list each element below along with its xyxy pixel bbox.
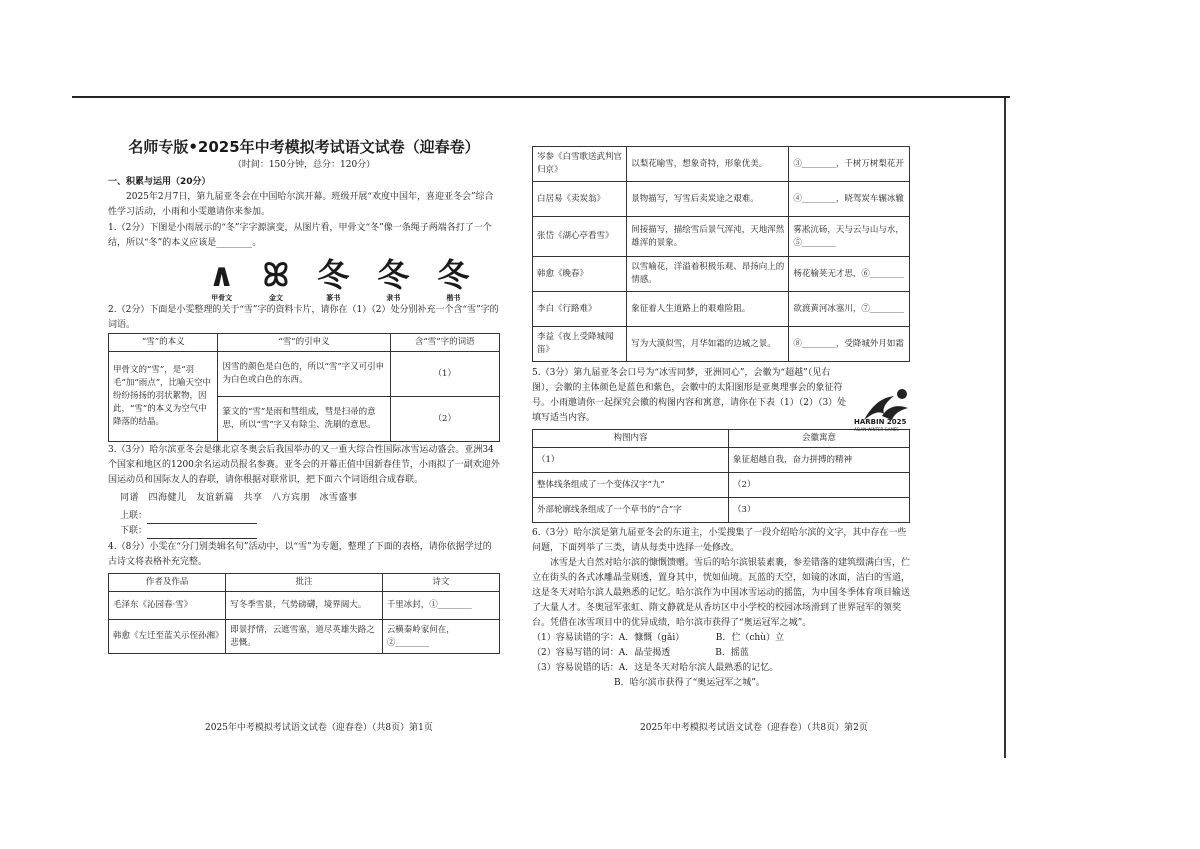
emblem-title: HARBIN 2025 <box>854 418 907 426</box>
answer-cell[interactable]: 千里冰封，①________ <box>382 592 499 620</box>
char-label: 楷书 <box>446 293 461 302</box>
emblem-subtitle: ASIAN WINTER GAMES <box>854 427 899 432</box>
char-zhuanshu <box>317 257 349 302</box>
upper-couplet-blank[interactable] <box>147 513 257 524</box>
answer-cell[interactable]: ③________，千树万树梨花开 <box>789 147 910 182</box>
char-glyph: 冬 <box>437 256 470 294</box>
table-cell: 象征超越自我，奋力拼搏的精神 <box>729 448 910 473</box>
answer-cell[interactable]: ④________，晓驾炭车辗冰辙 <box>789 182 910 217</box>
poem-table-part1 <box>108 573 500 654</box>
answer-cell[interactable]: （1） <box>533 448 729 473</box>
answer-cell[interactable]: 雾凇沆砀，天与云与山与水，⑤________ <box>789 217 910 257</box>
answer-cell[interactable]: 欲渡黄河冰塞川，⑦________ <box>789 292 910 327</box>
upper-couplet-label: 上联： <box>120 511 148 521</box>
page-1 <box>108 140 500 654</box>
char-lishu <box>377 257 409 302</box>
top-border-line <box>72 96 1010 98</box>
answer-blank-1[interactable]: （1） <box>390 352 500 397</box>
table-header: 构图内容 <box>533 430 729 448</box>
table-cell: 象征着人生道路上的艰难险阻。 <box>627 292 789 327</box>
answer-cell[interactable]: 杨花榆荚无才思，⑥________ <box>789 257 910 292</box>
table-header: 诗文 <box>382 574 499 592</box>
question-3: 3.（3分）哈尔滨亚冬会是继北京冬奥会后我国举办的又一重大综合性国际冰雪运动盛会。亚洲34个国家和地区的1200余名运动员报名参赛。亚冬会的开幕正值中国新春佳节，小雨拟了一副欢迎外国运动员和国际友人的春联，请你根据对联常识，把下面六个词语组合成春联。 <box>108 445 500 485</box>
table-cell: 毛泽东《沁园春·雪》 <box>109 592 226 620</box>
char-label: 隶书 <box>386 293 401 302</box>
intro-paragraph: 2025年2月7日，第九届亚冬会在中国哈尔滨开幕。班级开展“欢度中国年，喜迎亚冬会”综合性学习活动，小雨和小雯邀请你来参加。 <box>108 192 494 217</box>
table-cell: 李白《行路难》 <box>533 292 627 327</box>
char-glyph: ∧ <box>208 256 235 294</box>
table-header: 含“雪”字的词语 <box>390 334 500 352</box>
harbin-passage: 冰雪是大自然对哈尔滨的慷慨馈赠。雪后的哈尔滨银装素裹，参差错落的建筑缀满白雪，伫立在街头的各式冰雕晶莹剔透，置身其中，恍如仙境。瓦蓝的天空，如镜的冰面，洁白的雪道，这是冬天对哈尔滨人最熟悉的记忆。哈尔滨作为中国冰雪运动的摇篮，为中国冬季体育项目输送了大量人才。冬奥冠军张虹、隋文静就是从香坊区中小学校的校园冰场滑到了世界冠军的领奖台。凭借在冰雪项目中的优异成绩，哈尔滨市获得了“奥运冠军之城”。 <box>532 558 911 628</box>
exam-title: 名师专版•2025年中考模拟考试语文试卷（迎春卷） <box>128 138 480 156</box>
lower-couplet-line[interactable] <box>108 524 500 539</box>
answer-blank-2[interactable]: （2） <box>390 397 500 442</box>
char-glyph: 冬 <box>377 256 410 294</box>
table-cell: 岑参《白雪歌送武判官归京》 <box>533 147 627 182</box>
char-kaishu <box>437 257 469 302</box>
table-cell: 以雪喻花，洋溢着积极乐观、昂扬向上的情感。 <box>627 257 789 292</box>
char-label: 甲骨文 <box>211 293 233 302</box>
character-evolution-figure <box>178 257 500 302</box>
char-jiaguwen <box>209 257 235 302</box>
answer-cell[interactable]: （2） <box>729 473 910 498</box>
table-cell: 因雪的颜色是白色的，所以“雪”字又可引申为白色或白色的东西。 <box>218 352 390 397</box>
couplet-word-list: 同谱 四海健儿 友谊新篇 共享 八方宾朋 冰雪盛事 <box>120 493 358 503</box>
upper-couplet-line[interactable] <box>108 509 500 524</box>
table-header: 会徽寓意 <box>729 430 910 448</box>
table-cell: 韩愈《左迁至蓝关示侄孙湘》 <box>109 620 226 654</box>
option-2: （2）容易写错的词：A．晶莹揭透 B．摇蓝 <box>532 648 749 658</box>
table-cell: 即景抒情，云遮雪塞，道尽英雄失路之悲慨。 <box>226 620 382 654</box>
table-cell: 写为大漠似雪，月华如霜的边城之景。 <box>627 327 789 362</box>
emblem-caption <box>854 418 906 434</box>
table-cell: 整体线条组成了一个变体汉字“九” <box>533 473 729 498</box>
table-header: 作者及作品 <box>109 574 226 592</box>
lower-couplet-blank[interactable] <box>147 528 257 539</box>
emblem-table <box>532 429 910 523</box>
answer-cell[interactable]: ⑧________，受降城外月如霜 <box>789 327 910 362</box>
table-cell: 写冬季雪景，气势磅礴，境界阔大。 <box>226 592 382 620</box>
table-cell: 张岱《湖心亭看雪》 <box>533 217 627 257</box>
table-header: “雪”的本义 <box>109 334 218 352</box>
answer-cell[interactable]: 云横秦岭家何在，②________ <box>382 620 499 654</box>
char-glyph: 冬 <box>317 256 350 294</box>
table-cell: 李益《夜上受降城闻笛》 <box>533 327 627 362</box>
table-cell: 白居易《卖炭翁》 <box>533 182 627 217</box>
char-label: 金文 <box>268 293 283 302</box>
question-5: 5.（3分）第九届亚冬会口号为“冰雪同梦，亚洲同心”，会徽为“超越”（见右图），会徽的主体颜色是蓝色和紫色，会徽中的太阳图形是亚奥理事会的象征符号。小雨邀请你一起探究会徽的构图内容和寓意，请你在下表（1）（2）（3）处填写适当内容。 <box>532 368 847 423</box>
table-header: “雪”的引申义 <box>218 334 390 352</box>
answer-cell[interactable]: （3） <box>729 498 910 523</box>
table-cell: 韩愈《晚春》 <box>533 257 627 292</box>
question-4: 4.（8分）小雯在“分门别类辑名句”活动中，以“雪”为专题，整理了下面的表格，请你依据学过的古诗文将表格补充完整。 <box>108 542 492 567</box>
question-2: 2.（2分）下面是小雯整理的关于“雪”字的资料卡片，请你在（1）（2）处分别补充一个含“雪”字的词语。 <box>108 305 499 330</box>
table-cell: 外部轮廓线条组成了一个草书的“合”字 <box>533 498 729 523</box>
lower-couplet-label: 下联： <box>120 526 148 536</box>
table-cell: 以梨花喻雪，想象奇特，形象优美。 <box>627 147 789 182</box>
char-jinwen <box>263 257 290 302</box>
right-border-line <box>1004 98 1006 758</box>
option-3b: B．哈尔滨市获得了“奥运冠军之城”。 <box>614 678 765 688</box>
section-1-heading: 一、积累与运用（20分） <box>108 177 211 187</box>
exam-subtitle: （时间：150分钟，总分：120分） <box>232 160 376 170</box>
page-1-footer: 2025年中考模拟考试语文试卷（迎春卷）（共8页）第1页 <box>205 723 433 733</box>
table-cell: 甲骨文的“雪”，是“羽毛”加“雨点”，比喻天空中纷纷扬扬的羽状絮物，因此，“雪”的本义为空气中降落的结晶。 <box>109 352 218 442</box>
table-cell: 间接描写，描绘雪后景气浑沌，天地浑然雄浑的景象。 <box>627 217 789 257</box>
char-glyph: ꕤ <box>262 256 290 294</box>
char-label: 篆书 <box>326 293 341 302</box>
option-1: （1）容易读错的字：A．慷慨（gǎi） B．伫（chù）立 <box>532 633 784 643</box>
question-6: 6.（3分）哈尔滨是第九届亚冬会的东道主，小雯搜集了一段介绍哈尔滨的文字，其中存在一些问题，下面列举了三类，请从每类中选择一处修改。 <box>532 528 907 553</box>
table-header: 批注 <box>226 574 382 592</box>
table-cell: 景物描写，写雪后卖炭途之艰难。 <box>627 182 789 217</box>
snow-info-table <box>108 333 500 442</box>
question-1: 1.（2分）下图是小雨展示的“冬”字字源演变，从图片看，甲骨文“冬”像一条绳子两端各打了一个结，所以“冬”的本义应该是________。 <box>108 223 492 248</box>
page-2-footer: 2025年中考模拟考试语文试卷（迎春卷）（共8页）第2页 <box>640 723 868 733</box>
option-3: （3）容易说错的话：A．这是冬天对哈尔滨人最熟悉的记忆。 <box>532 663 779 673</box>
poem-table-part2 <box>532 146 910 362</box>
table-cell: 篆文的“雪”是雨和彗组成，彗是扫帚的意思，所以“雪”字又有除尘、洗刷的意思。 <box>218 397 390 442</box>
